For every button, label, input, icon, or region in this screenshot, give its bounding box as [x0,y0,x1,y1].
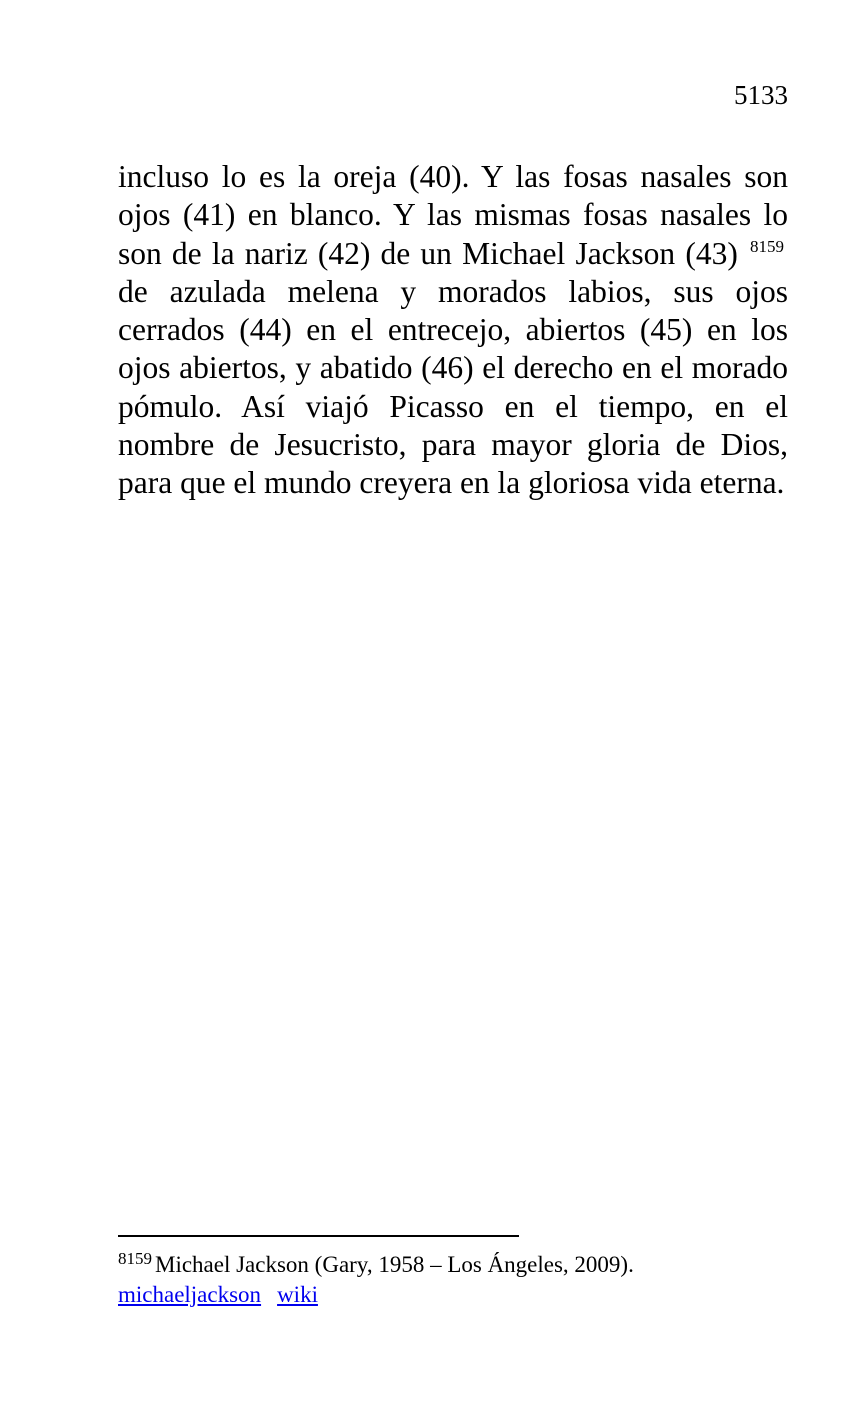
footnote-reference[interactable]: 8159 [750,236,784,256]
body-paragraph [118,158,788,503]
page-number: 5133 [734,80,788,110]
wiki-link[interactable]: wiki [277,1282,318,1307]
footnote-separator [118,1235,519,1237]
footnote-text: Michael Jackson (Gary, 1958 – Los Ángeles, 2009). [155,1252,634,1277]
footnote [118,1250,788,1310]
footnote-links [118,1280,788,1310]
michaeljackson-link[interactable]: michaeljackson [118,1282,262,1307]
footnote-line [118,1250,788,1280]
body-text-part-1: incluso lo es la oreja (40). Y las fosas nasales son ojos (41) en blanco. Y las mismas fosas nasales lo son de la nariz (42) de un Michael Jackson (43) [118,159,788,271]
footnote-mark: 8159 [118,1249,152,1268]
body-text-part-2: de azulada melena y morados labios, sus ojos cerrados (44) en el entrecejo, abiertos (45) en los ojos abiertos, y abatido (46) el derecho en el morado pómulo. Así viajó Picasso en el tiempo, en el nombre de Jesucristo, para mayor gloria de Dios, para que el mundo creyera en la gloriosa vida eterna. [118,273,788,501]
